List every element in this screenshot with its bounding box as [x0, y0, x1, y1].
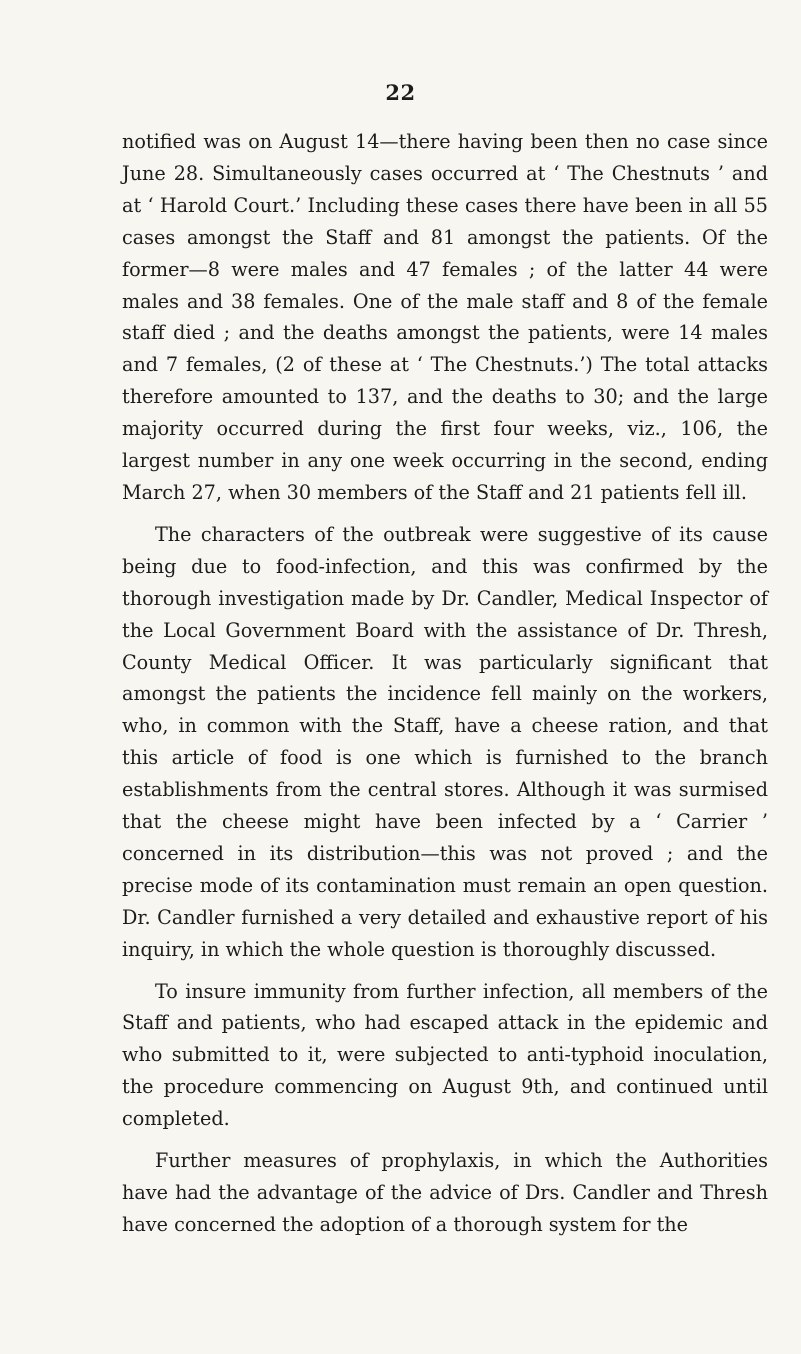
paragraph-outbreak-cause: The characters of the outbreak were suggestive of its cause being due to food-infection, and this was confirmed by the thorough investigation made by Dr. Candler, Medical Inspector of the Local Government Board with the assistance of Dr. Thresh, County Medical Officer. It was particularly significant that amongst the patients the incidence fell mainly on the workers, who, in common with the Staff, have a cheese ration, and that this article of food is one which is furnished to the branch establishments from the central stores. Although it was surmised that the cheese might have been infected by a ‘ Carrier ’ concerned in its distribution—this was not proved ; and the precise mode of its contamination must remain an open question. Dr. Candler furnished a very detailed and exhaustive report of his inquiry, in which the whole question is thoroughly discussed.: [122, 522, 768, 961]
paragraph-inoculation: To insure immunity from further infection, all members of the Staff and patients, who had escaped attack in the epidemic and who submitted to it, were subjected to anti-typhoid inoculation, the procedure commencing on August 9th, and continued until completed.: [122, 979, 768, 1131]
paragraph-prophylaxis: Further measures of prophylaxis, in which the Authorities have had the advantage of the advice of Drs. Candler and Thresh have concerned the adoption of a thorough system for the: [122, 1149, 768, 1236]
body-text: [122, 126, 768, 1241]
paragraph-continuation: notified was on August 14—there having been then no case since June 28. Simultaneously cases occurred at ‘ The Chestnuts ’ and at ‘ Harold Court.’ Including these cases there have been in all 55 cases amongst the Staff and 81 amongst the patients. Of the former—8 were males and 47 females ; of the latter 44 were males and 38 females. One of the male staff and 8 of the female staff died ; and the deaths amongst the patients, were 14 males and 7 females, (2 of these at ‘ The Chestnuts.’) The total attacks therefore amounted to 137, and the deaths to 30; and the large majority occurred during the first four weeks, viz., 106, the largest number in any one week occurring in the second, ending March 27, when 30 members of the Staff and 21 patients fell ill.: [122, 130, 768, 504]
page-number: 22: [385, 80, 416, 105]
